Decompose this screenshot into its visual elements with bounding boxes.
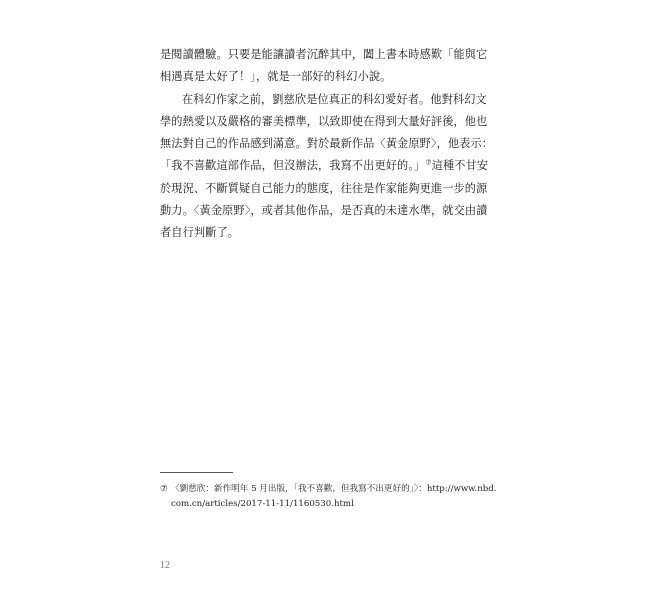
footnote-line-2[interactable]: com.cn/articles/2017-11-11/1160530.html bbox=[171, 499, 354, 509]
paragraph-text-before-note: 在科幻作家之前，劉慈欣是位真正的科幻愛好者。他對科幻文學的熱愛以及嚴格的審美標準，以致即使在得到大量好評後，他也無法對自己的作品感到滿意。對於最新作品〈黃金原野〉，他表示：「我不喜歡這部作品，但沒辦法，我寫不出更好的。」 bbox=[160, 92, 494, 173]
paragraph-continuation: 是閱讀體驗。只要是能讓讀者沉醉其中，闔上書本時感歎「能與它相遇真是太好了！」，就是一部好的科幻小說。 bbox=[160, 48, 488, 84]
main-text bbox=[160, 44, 496, 245]
footnote-marker: ⑦ bbox=[160, 484, 168, 494]
paragraph-text-after-note: 這種不甘安於現況、不斷質疑自己能力的態度，往往是作家能夠更進一步的源動力。〈黃金原野〉，或者其他作品，是否真的未達水準，就交由讀者自行判斷了。 bbox=[160, 159, 489, 240]
footnote-line-1 bbox=[160, 482, 500, 497]
footnote-text[interactable]: 〈劉慈欣：新作明年 5 月出版，「我不喜歡，但我寫不出更好的」〉：http://www.nbd. bbox=[171, 484, 497, 494]
footnote bbox=[160, 482, 500, 512]
page-number: 12 bbox=[160, 560, 170, 571]
footnote-divider bbox=[160, 472, 233, 473]
paragraph-liu-cixin bbox=[160, 89, 496, 245]
footnote-reference[interactable]: ⑦ bbox=[425, 158, 432, 167]
